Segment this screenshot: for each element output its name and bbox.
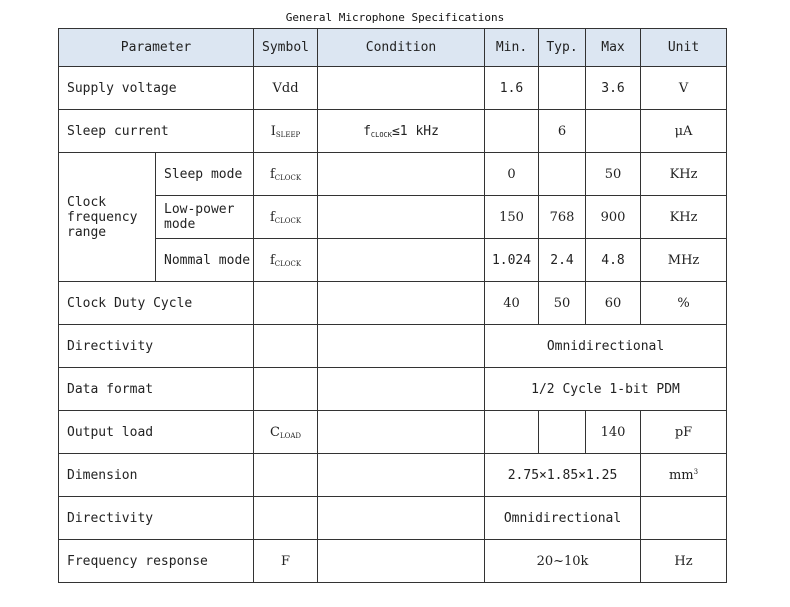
table-row xyxy=(59,196,727,239)
header-typ: Typ. xyxy=(539,29,586,67)
row-unit: pF xyxy=(641,411,727,454)
row-parameter-clock: Clock frequency range xyxy=(59,153,156,282)
header-condition: Condition xyxy=(318,29,485,67)
row-max: 140 xyxy=(586,411,641,454)
row-typ xyxy=(539,153,586,196)
row-value: 2.75×1.85×1.25 xyxy=(485,454,641,497)
row-max: 50 xyxy=(586,153,641,196)
row-condition xyxy=(318,153,485,196)
table-row xyxy=(59,540,727,583)
symbol-subscript: LOAD xyxy=(279,431,302,440)
table-row xyxy=(59,67,727,110)
row-parameter: Directivity xyxy=(59,497,254,540)
row-symbol xyxy=(254,325,318,368)
table-row xyxy=(59,153,727,196)
table-row xyxy=(59,368,727,411)
row-typ xyxy=(539,67,586,110)
header-parameter: Parameter xyxy=(59,29,254,67)
row-symbol xyxy=(254,368,318,411)
row-condition xyxy=(318,540,485,583)
symbol-subscript: CLOCK xyxy=(274,216,302,225)
row-subparameter: Nommal mode xyxy=(156,239,254,282)
row-symbol xyxy=(254,110,318,153)
symbol-main: f xyxy=(269,166,275,182)
row-value: 20~10k xyxy=(485,540,641,583)
row-condition xyxy=(318,497,485,540)
row-condition xyxy=(318,239,485,282)
header-unit: Unit xyxy=(641,29,727,67)
row-symbol: Vdd xyxy=(254,67,318,110)
symbol-main: C xyxy=(270,424,280,440)
row-max: 4.8 xyxy=(586,239,641,282)
table-row xyxy=(59,325,727,368)
row-min xyxy=(485,110,539,153)
symbol-main: f xyxy=(269,209,275,225)
row-condition xyxy=(318,282,485,325)
row-condition xyxy=(318,196,485,239)
row-unit: Hz xyxy=(641,540,727,583)
row-condition xyxy=(318,325,485,368)
row-unit: MHz xyxy=(641,239,727,282)
condition-main: f xyxy=(363,123,371,139)
row-typ: 6 xyxy=(539,110,586,153)
symbol-subscript: CLOCK xyxy=(274,259,302,268)
row-symbol xyxy=(254,411,318,454)
table-row xyxy=(59,497,727,540)
symbol-main: I xyxy=(270,123,276,139)
symbol-main: f xyxy=(269,252,275,268)
row-typ: 50 xyxy=(539,282,586,325)
row-symbol xyxy=(254,454,318,497)
row-unit: KHz xyxy=(641,196,727,239)
row-parameter: Clock Duty Cycle xyxy=(59,282,254,325)
row-unit xyxy=(641,497,727,540)
row-symbol xyxy=(254,497,318,540)
row-parameter: Output load xyxy=(59,411,254,454)
row-symbol xyxy=(254,153,318,196)
unit-superscript: 3 xyxy=(693,467,699,476)
row-parameter: Dimension xyxy=(59,454,254,497)
row-max: 900 xyxy=(586,196,641,239)
row-subparameter: Sleep mode xyxy=(156,153,254,196)
specifications-table xyxy=(58,28,727,583)
row-parameter: Sleep current xyxy=(59,110,254,153)
row-typ: 768 xyxy=(539,196,586,239)
header-symbol: Symbol xyxy=(254,29,318,67)
row-unit: % xyxy=(641,282,727,325)
row-symbol xyxy=(254,239,318,282)
row-symbol xyxy=(254,196,318,239)
row-parameter: Frequency response xyxy=(59,540,254,583)
row-symbol: F xyxy=(254,540,318,583)
row-min: 0 xyxy=(485,153,539,196)
table-row xyxy=(59,454,727,497)
condition-rest: ≤1 kHz xyxy=(391,123,439,139)
row-subparameter: Low-power mode xyxy=(156,196,254,239)
row-min: 150 xyxy=(485,196,539,239)
row-unit: μA xyxy=(641,110,727,153)
row-condition xyxy=(318,411,485,454)
row-min: 1.6 xyxy=(485,67,539,110)
row-value: Omnidirectional xyxy=(485,325,727,368)
row-condition xyxy=(318,110,485,153)
row-value: Omnidirectional xyxy=(485,497,641,540)
row-max xyxy=(586,110,641,153)
row-typ: 2.4 xyxy=(539,239,586,282)
row-condition xyxy=(318,67,485,110)
row-unit xyxy=(641,454,727,497)
table-header-row xyxy=(59,29,727,67)
row-min xyxy=(485,411,539,454)
table-row xyxy=(59,411,727,454)
page-title: General Microphone Specifications xyxy=(285,11,505,24)
row-parameter: Supply voltage xyxy=(59,67,254,110)
row-parameter: Data format xyxy=(59,368,254,411)
table-row xyxy=(59,239,727,282)
row-max: 60 xyxy=(586,282,641,325)
row-condition xyxy=(318,368,485,411)
header-min: Min. xyxy=(485,29,539,67)
row-max: 3.6 xyxy=(586,67,641,110)
row-typ xyxy=(539,411,586,454)
row-symbol xyxy=(254,282,318,325)
condition-subscript: CLOCK xyxy=(370,130,392,139)
row-condition xyxy=(318,454,485,497)
header-max: Max xyxy=(586,29,641,67)
row-unit: V xyxy=(641,67,727,110)
table-row xyxy=(59,110,727,153)
table-row xyxy=(59,282,727,325)
row-unit: KHz xyxy=(641,153,727,196)
symbol-subscript: SLEEP xyxy=(275,130,301,139)
unit-main: mm xyxy=(668,467,694,483)
row-parameter: Directivity xyxy=(59,325,254,368)
row-min: 40 xyxy=(485,282,539,325)
symbol-subscript: CLOCK xyxy=(274,173,302,182)
row-value: 1/2 Cycle 1-bit PDM xyxy=(485,368,727,411)
row-min: 1.024 xyxy=(485,239,539,282)
